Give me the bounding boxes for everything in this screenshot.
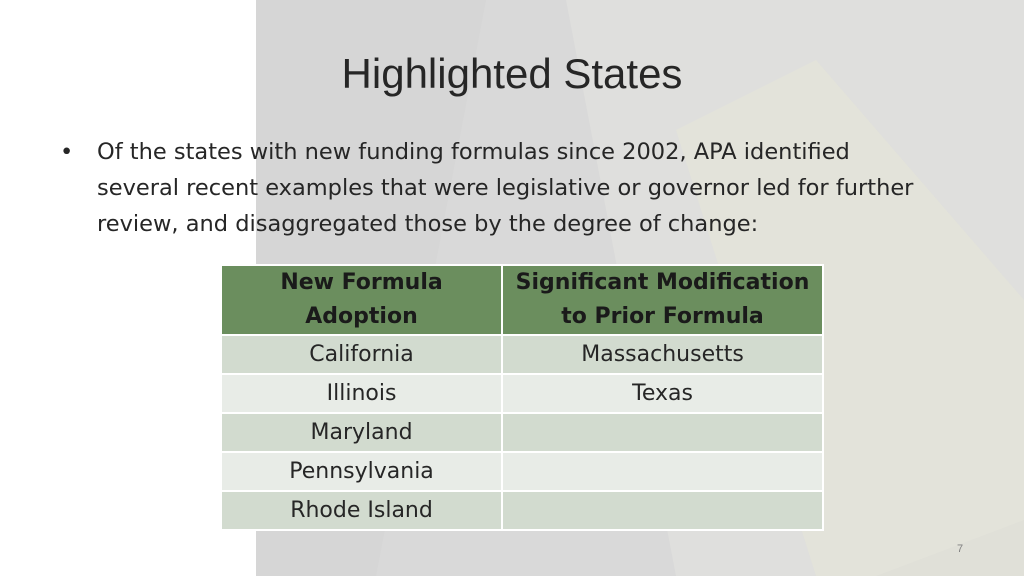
table-cell: Rhode Island: [221, 491, 502, 530]
table-cell: Maryland: [221, 413, 502, 452]
slide-title: Highlighted States: [341, 50, 683, 97]
table-row: [221, 491, 823, 530]
bullet-text: Of the states with new funding formulas since 2002, APA identified several recent examples that were legislative or governor led for further review, and disaggregated those by the degree of change:: [97, 139, 914, 237]
table-header-row: [221, 265, 823, 335]
page-number: 7: [956, 543, 964, 555]
table-cell: [502, 491, 823, 530]
table-cell: Illinois: [221, 374, 502, 413]
table-cell: Pennsylvania: [221, 452, 502, 491]
table-row: [221, 452, 823, 491]
table-cell: California: [221, 335, 502, 374]
table-row: [221, 374, 823, 413]
table-cell: [502, 452, 823, 491]
table-cell: [502, 413, 823, 452]
table-row: [221, 335, 823, 374]
column-header-significant-modification: Significant Modification to Prior Formula: [502, 265, 823, 335]
table-cell: Massachusetts: [502, 335, 823, 374]
table-row: [221, 413, 823, 452]
column-header-new-formula: New Formula Adoption: [221, 265, 502, 335]
bullet-point-icon: •: [60, 139, 74, 165]
states-table: [220, 264, 824, 531]
table-cell: Texas: [502, 374, 823, 413]
